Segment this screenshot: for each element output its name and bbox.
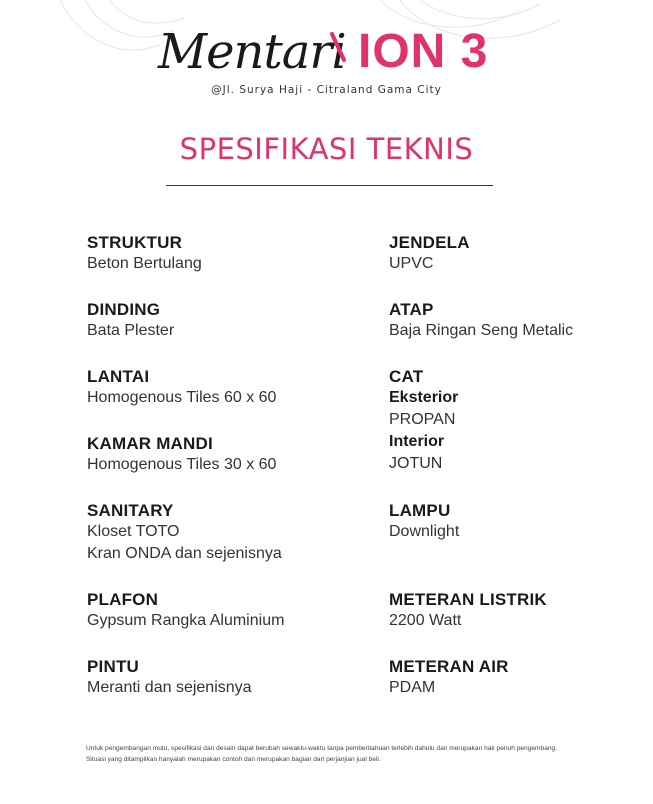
brand-logo: [158, 22, 498, 82]
spec-pintu: [87, 657, 252, 699]
spec-heading: METERAN LISTRIK: [389, 590, 547, 609]
spec-lampu: [389, 501, 459, 543]
spec-value: Kloset TOTO: [87, 523, 180, 540]
spec-lantai: [87, 367, 276, 409]
spec-value: Beton Bertulang: [87, 255, 202, 272]
spec-heading: PLAFON: [87, 590, 159, 609]
spec-value: Kran ONDA dan sejenisnya: [87, 545, 282, 562]
spec-value: 2200 Watt: [389, 612, 462, 629]
spec-value: Bata Plester: [87, 322, 175, 339]
spec-sublabel-exterior: Eksterior: [389, 389, 459, 406]
spec-value: UPVC: [389, 255, 434, 272]
spec-heading: CAT: [389, 367, 424, 386]
spec-heading: PINTU: [87, 657, 139, 676]
spec-heading: STRUKTUR: [87, 233, 183, 252]
spec-value: PROPAN: [389, 411, 456, 428]
spec-value: PDAM: [389, 679, 436, 696]
spec-kamar-mandi: [87, 434, 276, 476]
logo-ion-text: ION 3: [358, 25, 489, 78]
spec-heading: ATAP: [389, 300, 434, 319]
spec-plafon: [87, 590, 284, 632]
spec-heading: SANITARY: [87, 501, 174, 520]
spec-sanitary: [87, 501, 282, 565]
spec-heading: DINDING: [87, 300, 161, 319]
spec-dinding: [87, 300, 174, 342]
address: @Jl. Surya Haji - Citraland Gama City: [211, 84, 442, 96]
page-title: SPESIFIKASI TEKNIS: [179, 132, 474, 166]
spec-meteran-listrik: [389, 590, 547, 632]
spec-meteran-air: [389, 657, 509, 699]
spec-value: JOTUN: [389, 455, 443, 472]
spec-cat: [389, 367, 458, 475]
spec-value: Gypsum Rangka Aluminium: [87, 612, 285, 629]
title-divider: [166, 185, 493, 186]
spec-heading: LAMPU: [389, 501, 451, 520]
spec-value: Homogenous Tiles 60 x 60: [87, 389, 277, 406]
spec-heading: METERAN AIR: [389, 657, 509, 676]
spec-sublabel-interior: Interior: [389, 433, 445, 450]
spec-value: Downlight: [389, 523, 460, 540]
spec-struktur: [87, 233, 202, 275]
spec-value: Baja Ringan Seng Metalic: [389, 322, 574, 339]
spec-atap: [389, 300, 573, 342]
spec-heading: LANTAI: [87, 367, 150, 386]
spec-heading: KAMAR MANDI: [87, 434, 213, 453]
spec-value: Meranti dan sejenisnya: [87, 679, 252, 696]
spec-jendela: [389, 233, 470, 275]
logo-script-text: Mentari: [158, 24, 346, 80]
spec-heading: JENDELA: [389, 233, 470, 252]
spec-value: Homogenous Tiles 30 x 60: [87, 456, 277, 473]
logo-swoosh-icon: [330, 30, 360, 80]
disclaimer-note: Untuk pengembangan mutu, spesifikasi dan desain dapat berubah sewaktu-waktu tanpa pemberitahuan terlebih dahulu dan merupakan hak penuh pengembang. Situasi yang ditampilkan hanyalah merupakan contoh dan merupakan bagian dari perjanjian jual beli.: [86, 745, 558, 763]
